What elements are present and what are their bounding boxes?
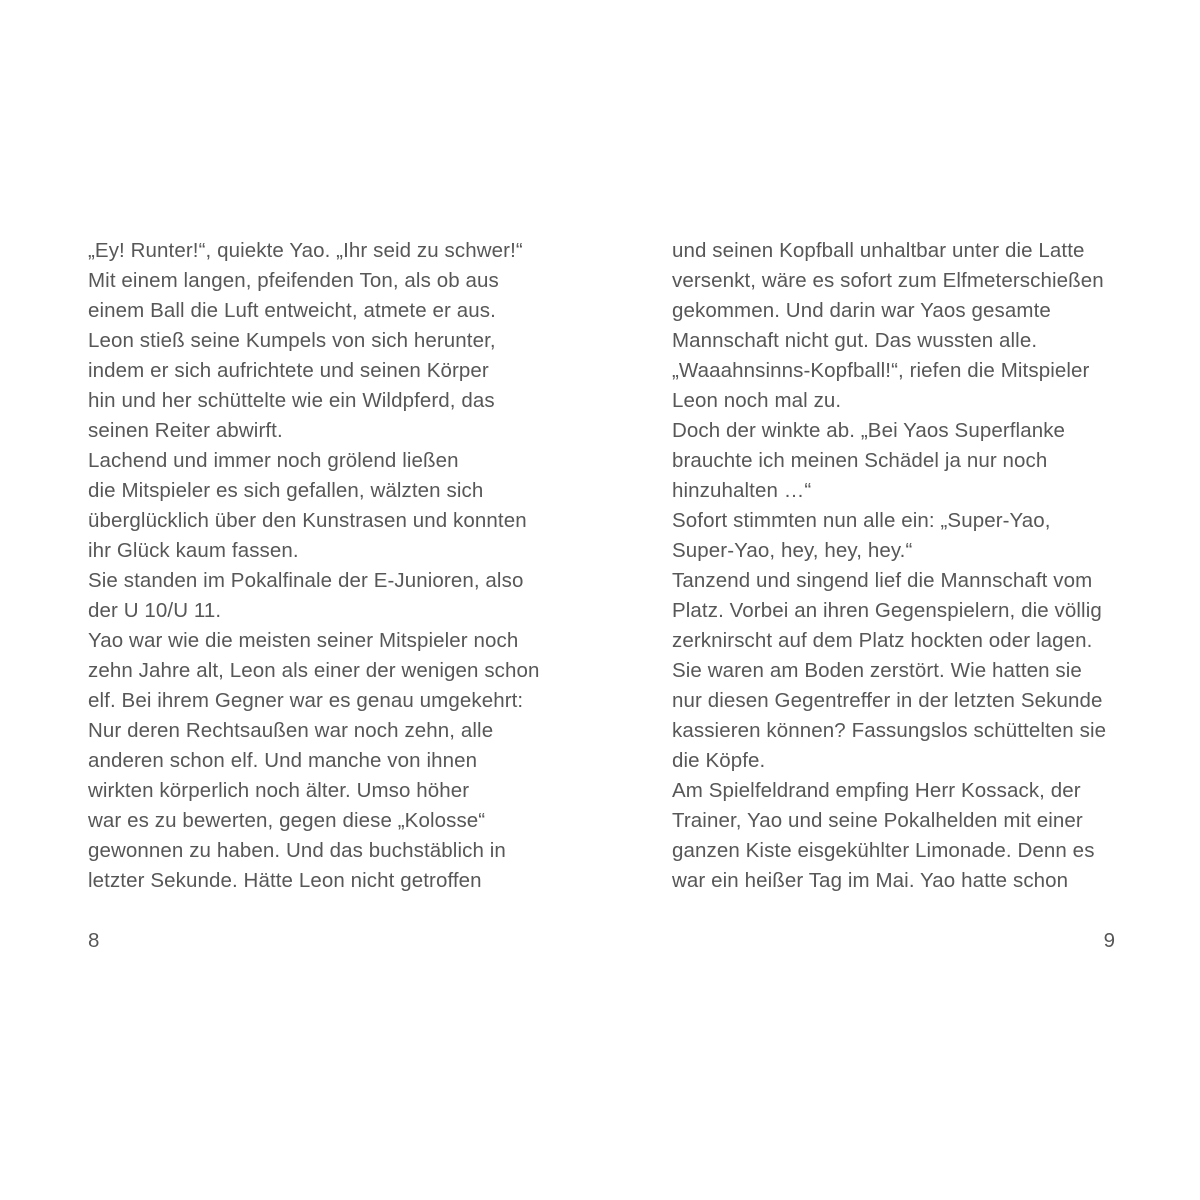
text-line: zerknirscht auf dem Platz hockten oder lagen. [672, 629, 1093, 652]
text-line: Yao war wie die meisten seiner Mitspieler noch [88, 629, 519, 652]
text-line: einem Ball die Luft entweicht, atmete er aus. [88, 299, 496, 322]
text-line: Sie standen im Pokalfinale der E-Junioren, also [88, 569, 524, 592]
text-line: und seinen Kopfball unhaltbar unter die Latte [672, 239, 1085, 262]
text-line: Mannschaft nicht gut. Das wussten alle. [672, 329, 1038, 352]
text-line: gekommen. Und darin war Yaos gesamte [672, 299, 1051, 322]
text-line: die Köpfe. [672, 749, 766, 772]
right-page-text [672, 236, 1117, 896]
text-line: Leon stieß seine Kumpels von sich herunter, [88, 329, 496, 352]
page-number-right: 9 [1103, 929, 1115, 952]
text-line: seinen Reiter abwirft. [88, 419, 283, 442]
text-line: war es zu bewerten, gegen diese „Kolosse“ [88, 809, 486, 832]
text-line: überglücklich über den Kunstrasen und konnten [88, 509, 527, 532]
text-line: die Mitspieler es sich gefallen, wälzten sich [88, 479, 484, 502]
text-line: Nur deren Rechtsaußen war noch zehn, alle [88, 719, 494, 742]
text-line: zehn Jahre alt, Leon als einer der wenigen schon [88, 659, 540, 682]
text-line: war ein heißer Tag im Mai. Yao hatte schon [672, 869, 1069, 892]
text-line: brauchte ich meinen Schädel ja nur noch [672, 449, 1048, 472]
text-line: indem er sich aufrichtete und seinen Körper [88, 359, 489, 382]
text-line: gewonnen zu haben. Und das buchstäblich in [88, 839, 506, 862]
text-line: „Waaahnsinns-Kopfball!“, riefen die Mitspieler [672, 359, 1090, 382]
text-line: Tanzend und singend lief die Mannschaft vom [672, 569, 1093, 592]
text-line: Platz. Vorbei an ihren Gegenspielern, die völlig [672, 599, 1102, 622]
text-line: nur diesen Gegentreffer in der letzten Sekunde [672, 689, 1103, 712]
text-line: Trainer, Yao und seine Pokalhelden mit einer [672, 809, 1083, 832]
text-line: kassieren können? Fassungslos schüttelten sie [672, 719, 1107, 742]
text-line: ganzen Kiste eisgekühlter Limonade. Denn es [672, 839, 1095, 862]
text-line: Am Spielfeldrand empfing Herr Kossack, der [672, 779, 1081, 802]
text-line: Sie waren am Boden zerstört. Wie hatten sie [672, 659, 1082, 682]
text-line: Lachend und immer noch grölend ließen [88, 449, 459, 472]
text-line: Doch der winkte ab. „Bei Yaos Superflanke [672, 419, 1066, 442]
text-line: Mit einem langen, pfeifenden Ton, als ob aus [88, 269, 499, 292]
text-line: der U 10/U 11. [88, 599, 222, 622]
text-line: wirkten körperlich noch älter. Umso höher [88, 779, 470, 802]
text-line: ihr Glück kaum fassen. [88, 539, 299, 562]
text-line: Sofort stimmten nun alle ein: „Super-Yao, [672, 509, 1051, 532]
left-page-text [88, 236, 593, 896]
text-line: elf. Bei ihrem Gegner war es genau umgekehrt: [88, 689, 524, 712]
text-line: hin und her schüttelte wie ein Wildpferd, das [88, 389, 495, 412]
page-number-left: 8 [88, 929, 100, 952]
text-line: letzter Sekunde. Hätte Leon nicht getroffen [88, 869, 482, 892]
text-line: Super-Yao, hey, hey, hey.“ [672, 539, 913, 562]
text-line: „Ey! Runter!“, quiekte Yao. „Ihr seid zu schwer!“ [88, 239, 523, 262]
text-line: hinzuhalten …“ [672, 479, 812, 502]
text-line: anderen schon elf. Und manche von ihnen [88, 749, 478, 772]
text-line: versenkt, wäre es sofort zum Elfmeterschießen [672, 269, 1104, 292]
text-line: Leon noch mal zu. [672, 389, 842, 412]
